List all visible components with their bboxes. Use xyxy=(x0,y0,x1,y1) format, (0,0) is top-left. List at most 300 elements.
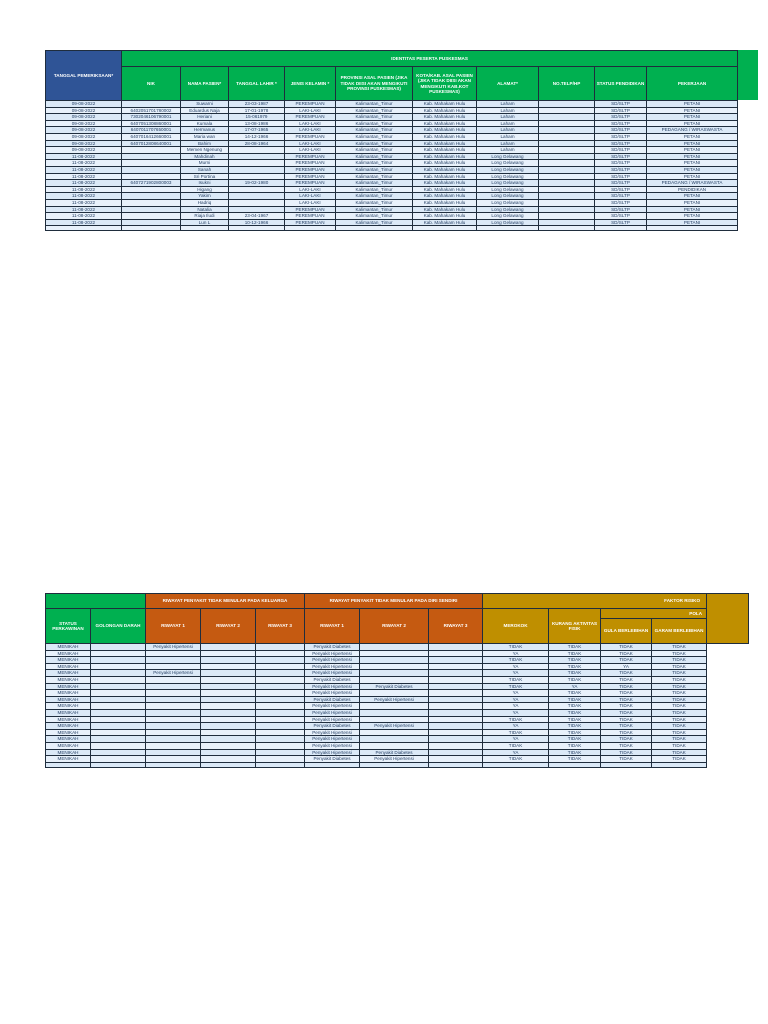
table-cell xyxy=(91,663,146,670)
table-cell xyxy=(91,644,146,651)
table-cell: PEDAGANG / WIRASWASTA xyxy=(647,127,738,134)
table-cell xyxy=(429,709,483,716)
identitas-table xyxy=(45,50,759,231)
group-header-blank xyxy=(46,594,146,609)
table-cell: PETANI xyxy=(647,120,738,127)
table-cell: Hermanus xyxy=(181,127,229,134)
table-cell xyxy=(201,644,256,651)
table-cell: TIDAK xyxy=(549,663,601,670)
table-cell xyxy=(256,729,305,736)
table-cell: 6407271902800003 xyxy=(122,180,181,187)
table-cell xyxy=(256,644,305,651)
table-cell: Penyakit Hipertensi xyxy=(305,657,360,664)
table-row xyxy=(46,186,759,193)
table-row xyxy=(46,173,759,180)
table-cell: LAKI-LAKI xyxy=(285,199,336,206)
table-cell: TIDAK xyxy=(652,676,707,683)
table-cell: MENIKAH xyxy=(46,709,91,716)
table-cell: TIDAK xyxy=(652,742,707,749)
table-cell: SD/SLTP xyxy=(595,127,647,134)
table-cell xyxy=(122,219,181,226)
table-cell xyxy=(229,193,285,200)
table-cell: TIDAK xyxy=(652,696,707,703)
group-header-pola: POLA xyxy=(601,609,707,619)
table-cell xyxy=(146,723,201,730)
table-cell: MENIKAH xyxy=(46,663,91,670)
table-cell: Laham xyxy=(477,101,539,108)
table-cell: PETANI xyxy=(647,206,738,213)
table-cell: Kab. Mahakam Hulu xyxy=(413,160,477,167)
table-cell xyxy=(539,127,595,134)
table-cell: TIDAK xyxy=(601,650,652,657)
table-cell xyxy=(595,226,647,231)
table-cell: PEREMPUAN xyxy=(285,213,336,220)
table-cell: YA xyxy=(601,663,652,670)
table-cell: PETANI xyxy=(647,107,738,114)
header-gula: GULA BERLEBIHAN xyxy=(601,619,652,644)
table-row xyxy=(46,670,749,677)
table-cell: TIDAK xyxy=(601,644,652,651)
table-cell xyxy=(256,663,305,670)
table-row xyxy=(46,120,759,127)
table-cell: 13-08-1986 xyxy=(229,120,285,127)
table-cell: TIDAK xyxy=(601,690,652,697)
table-cell: Long Gelawang xyxy=(477,160,539,167)
table-cell: Penyakit Hipertensi xyxy=(305,650,360,657)
table-cell xyxy=(91,683,146,690)
table-row xyxy=(46,219,759,226)
table-cell: Kalimantan_Timur xyxy=(336,101,413,108)
table-cell: YA xyxy=(483,703,549,710)
table-cell: Long Gelawang xyxy=(477,213,539,220)
table-cell: Kalimantan_Timur xyxy=(336,114,413,121)
table-cell xyxy=(229,226,285,231)
table-cell: Penyakit Hipertensi xyxy=(305,709,360,716)
table-cell xyxy=(146,749,201,756)
table-cell: TIDAK xyxy=(549,749,601,756)
table-cell: 09-08-2022 xyxy=(46,120,122,127)
table-cell: Kab. Mahakam Hulu xyxy=(413,101,477,108)
table-cell xyxy=(201,650,256,657)
table-cell: Long Gelawang xyxy=(477,193,539,200)
table-cell xyxy=(429,703,483,710)
table-cell: Kalimantan_Timur xyxy=(336,147,413,154)
table-cell xyxy=(201,756,256,763)
header-merokok: MEROKOK xyxy=(483,609,549,644)
table-cell: LAKI-LAKI xyxy=(285,147,336,154)
table-cell: 23-04-1967 xyxy=(229,213,285,220)
header-pendidikan: STATUS PENDIDIKAN xyxy=(595,67,647,101)
table-cell: TIDAK xyxy=(652,709,707,716)
table-cell xyxy=(146,709,201,716)
header-kel-riwayat-2: RIWAYAT 2 xyxy=(201,609,256,644)
table-cell xyxy=(91,703,146,710)
table-cell: YA xyxy=(483,723,549,730)
table-cell: PETANI xyxy=(647,166,738,173)
table-row xyxy=(46,723,749,730)
table-cell: TIDAK xyxy=(652,716,707,723)
table-cell: TIDAK xyxy=(652,657,707,664)
table-cell xyxy=(146,676,201,683)
table-cell xyxy=(539,226,595,231)
table-cell: 28-08-1964 xyxy=(229,140,285,147)
table-cell: SD/SLTP xyxy=(595,120,647,127)
table-cell: LAKI-LAKI xyxy=(285,186,336,193)
table-cell: Long Gelawang xyxy=(477,219,539,226)
table-cell: Kalimantan_Timur xyxy=(336,199,413,206)
table-cell xyxy=(46,226,122,231)
table-cell: YA xyxy=(549,683,601,690)
table-cell: YA xyxy=(483,736,549,743)
table-cell: Kumala xyxy=(181,120,229,127)
table-row-blank xyxy=(46,226,759,231)
table-row xyxy=(46,756,749,763)
header-golongan-darah: GOLONGAN DARAH xyxy=(91,609,146,644)
table-cell: 11-08-2022 xyxy=(46,219,122,226)
table-cell xyxy=(146,716,201,723)
table-cell: SD/SLTP xyxy=(595,107,647,114)
table-cell: TIDAK xyxy=(652,690,707,697)
table-cell: MENIKAH xyxy=(46,729,91,736)
table-cell: Kab. Mahakam Hulu xyxy=(413,133,477,140)
table-cell: Penyakit Hipertensi xyxy=(305,749,360,756)
table-cell xyxy=(483,762,549,767)
table-cell: PETANI xyxy=(647,101,738,108)
table-cell: LAKI-LAKI xyxy=(285,127,336,134)
table-cell: 09-08-2022 xyxy=(46,127,122,134)
table-row xyxy=(46,101,759,108)
table-cell: Kab. Mahakam Hulu xyxy=(413,173,477,180)
table-cell: PETANI xyxy=(647,160,738,167)
table-cell: SD/SLTP xyxy=(595,186,647,193)
table-cell: Laham xyxy=(477,133,539,140)
table-cell xyxy=(201,696,256,703)
table-cell: Long Gelawang xyxy=(477,206,539,213)
table-cell: Kalimantan_Timur xyxy=(336,107,413,114)
table-cell xyxy=(539,186,595,193)
table-cell: PETANI xyxy=(647,219,738,226)
table-cell xyxy=(429,690,483,697)
table-cell xyxy=(122,147,181,154)
table-cell: Kalimantan_Timur xyxy=(336,140,413,147)
table-cell xyxy=(91,709,146,716)
table-cell: 6407011707650001 xyxy=(122,127,181,134)
table-cell: SD/SLTP xyxy=(595,153,647,160)
table-cell: Penyakit Hipertensi xyxy=(360,756,429,763)
table-cell xyxy=(146,736,201,743)
table-cell xyxy=(201,749,256,756)
table-cell: TIDAK xyxy=(652,703,707,710)
table-cell: Kalimantan_Timur xyxy=(336,173,413,180)
table-row xyxy=(46,683,749,690)
table-cell: TIDAK xyxy=(483,657,549,664)
table-cell xyxy=(122,101,181,108)
table-cell: MENIKAH xyxy=(46,670,91,677)
table-cell: TIDAK xyxy=(652,749,707,756)
table-cell: Kab. Mahakam Hulu xyxy=(413,127,477,134)
table-cell xyxy=(122,186,181,193)
table-cell: PETANI xyxy=(647,153,738,160)
table-cell: 14-12-1966 xyxy=(229,133,285,140)
table-cell: 11-08-2022 xyxy=(46,173,122,180)
table-cell: 11-08-2022 xyxy=(46,199,122,206)
table-cell: TIDAK xyxy=(549,742,601,749)
table-cell xyxy=(360,663,429,670)
table-cell: Kalimantan_Timur xyxy=(336,120,413,127)
table-cell xyxy=(91,670,146,677)
table-cell: MENIKAH xyxy=(46,683,91,690)
table-cell xyxy=(256,742,305,749)
table-cell: Laham xyxy=(477,140,539,147)
table-cell: Kab. Mahakam Hulu xyxy=(413,213,477,220)
table-cell xyxy=(601,762,652,767)
table-cell xyxy=(229,160,285,167)
table-cell: YA xyxy=(483,690,549,697)
table-cell: Penyakit Hipertensi xyxy=(305,742,360,749)
table-cell: Yakim xyxy=(181,193,229,200)
table-row xyxy=(46,166,759,173)
table-cell xyxy=(256,723,305,730)
table-cell xyxy=(539,166,595,173)
table-cell: Penyakit Hipertensi xyxy=(146,644,201,651)
table-cell xyxy=(256,736,305,743)
table-cell: 09-08-2022 xyxy=(46,147,122,154)
table-cell: SD/SLTP xyxy=(595,133,647,140)
table-row xyxy=(46,153,759,160)
table-cell: Kalimantan_Timur xyxy=(336,180,413,187)
table-cell: PEREMPUAN xyxy=(285,133,336,140)
table-cell: PEREMPUAN xyxy=(285,173,336,180)
table-cell: Laham xyxy=(477,120,539,127)
table-cell xyxy=(429,736,483,743)
table-cell: Kab. Mahakam Hulu xyxy=(413,206,477,213)
table-row xyxy=(46,650,749,657)
table-cell xyxy=(539,107,595,114)
table-cell: SD/SLTP xyxy=(595,166,647,173)
table-cell: MENIKAH xyxy=(46,756,91,763)
table-cell xyxy=(201,709,256,716)
table-cell: SD/SLTP xyxy=(595,213,647,220)
table-cell xyxy=(201,663,256,670)
table-cell: 11-08-2022 xyxy=(46,186,122,193)
table-cell xyxy=(229,186,285,193)
table-cell: TIDAK xyxy=(549,716,601,723)
table-cell xyxy=(539,206,595,213)
table-cell: PEREMPUAN xyxy=(285,153,336,160)
table-cell xyxy=(146,696,201,703)
table-row xyxy=(46,663,749,670)
table-cell: TIDAK xyxy=(601,729,652,736)
header-aktivitas-fisik: KURANG AKTIVITAS FISIK xyxy=(549,609,601,644)
header-diri-riwayat-1: RIWAYAT 1 xyxy=(305,609,360,644)
table-cell xyxy=(539,153,595,160)
table-cell xyxy=(652,762,707,767)
table-cell: Riaja Iludi xyxy=(181,213,229,220)
table-cell: SD/SLTP xyxy=(595,147,647,154)
table-cell xyxy=(201,742,256,749)
table-cell: MENIKAH xyxy=(46,644,91,651)
table-cell: LAKI-LAKI xyxy=(285,193,336,200)
table-cell: Penyakit Hipertensi xyxy=(305,670,360,677)
table-row xyxy=(46,147,759,154)
table-cell: MENIKAH xyxy=(46,696,91,703)
table-cell xyxy=(91,650,146,657)
table-cell: TIDAK xyxy=(601,749,652,756)
table-cell: Penyakit Diabetes xyxy=(360,683,429,690)
table-cell: TIDAK xyxy=(652,650,707,657)
table-cell xyxy=(429,742,483,749)
table-cell xyxy=(429,729,483,736)
table-cell: TIDAK xyxy=(549,703,601,710)
table-cell: Isukni xyxy=(181,180,229,187)
table-cell xyxy=(91,749,146,756)
table-cell: SD/SLTP xyxy=(595,101,647,108)
table-row xyxy=(46,180,759,187)
table-cell: 09-08-2022 xyxy=(46,140,122,147)
table-cell xyxy=(146,729,201,736)
table-cell: SD/SLTP xyxy=(595,219,647,226)
table-cell xyxy=(256,756,305,763)
table-cell xyxy=(201,683,256,690)
table-row xyxy=(46,736,749,743)
table-row xyxy=(46,703,749,710)
table-cell: PETANI xyxy=(647,147,738,154)
table-cell: SD/SLTP xyxy=(595,173,647,180)
table-cell xyxy=(91,762,146,767)
table-cell: 6407012808640001 xyxy=(122,140,181,147)
table-row xyxy=(46,716,749,723)
table-cell: Kalimantan_Timur xyxy=(336,213,413,220)
table-cell: Kalimantan_Timur xyxy=(336,153,413,160)
table-cell: Mahdinah xyxy=(181,153,229,160)
table-cell: TIDAK xyxy=(549,756,601,763)
table-cell: PETANI xyxy=(647,193,738,200)
table-cell xyxy=(256,683,305,690)
table-cell xyxy=(539,160,595,167)
table-row xyxy=(46,193,759,200)
table-cell: Kab. Mahakam Hulu xyxy=(413,186,477,193)
table-row xyxy=(46,690,749,697)
table-row xyxy=(46,749,749,756)
table-cell: Eduardus Naja xyxy=(181,107,229,114)
header-nama: NAMA PASIEN* xyxy=(181,67,229,101)
table-row xyxy=(46,140,759,147)
table-cell: TIDAK xyxy=(549,723,601,730)
table-cell xyxy=(360,676,429,683)
table-cell: Laham xyxy=(477,114,539,121)
table-cell xyxy=(360,650,429,657)
table-cell xyxy=(122,153,181,160)
table-cell xyxy=(256,716,305,723)
table-cell: Kalimantan_Timur xyxy=(336,219,413,226)
table-cell: Kalimantan_Timur xyxy=(336,186,413,193)
table-cell xyxy=(46,762,91,767)
table-cell xyxy=(146,683,201,690)
table-cell: TIDAK xyxy=(483,644,549,651)
header-telp: NO.TELP/HP xyxy=(539,67,595,101)
table-row xyxy=(46,114,759,121)
table-cell: MENIKAH xyxy=(46,742,91,749)
table-cell: TIDAK xyxy=(601,683,652,690)
table-cell: Hadriq xyxy=(181,199,229,206)
table-cell xyxy=(146,756,201,763)
table-cell: Kalimantan_Timur xyxy=(336,166,413,173)
table-cell: MENIKAH xyxy=(46,650,91,657)
table-cell xyxy=(201,690,256,697)
table-cell: Penyakit Diabetes xyxy=(305,756,360,763)
table-cell: 19-02-1980 xyxy=(229,180,285,187)
table-cell: Maria wan xyxy=(181,133,229,140)
table-cell: SD/SLTP xyxy=(595,206,647,213)
table-cell: TIDAK xyxy=(601,670,652,677)
table-cell: SD/SLTP xyxy=(595,180,647,187)
table-cell: PEREMPUAN xyxy=(285,206,336,213)
table-cell xyxy=(91,729,146,736)
table-cell: SD/SLTP xyxy=(595,140,647,147)
table-cell xyxy=(360,736,429,743)
table-cell: MENIKAH xyxy=(46,723,91,730)
table-row xyxy=(46,107,759,114)
table-cell xyxy=(539,120,595,127)
sheet-accent-gold xyxy=(707,594,749,644)
table-cell xyxy=(256,690,305,697)
table-cell xyxy=(539,114,595,121)
table-cell: SD/SLTP xyxy=(595,160,647,167)
table-cell xyxy=(201,729,256,736)
table-cell: TIDAK xyxy=(652,736,707,743)
table-cell xyxy=(539,199,595,206)
header-kota: KOTA/KAB. ASAL PASIEN (JIKA TIDAK DIISI AKAN MENGIKUTI KAB.KOT PUSKESMAS) xyxy=(413,67,477,101)
table-row xyxy=(46,199,759,206)
table-cell xyxy=(229,173,285,180)
table-cell xyxy=(360,762,429,767)
table-cell xyxy=(539,193,595,200)
table-cell: TIDAK xyxy=(601,723,652,730)
table-cell: PEREMPUAN xyxy=(285,160,336,167)
table-cell xyxy=(360,729,429,736)
table-cell: 09-08-2022 xyxy=(46,114,122,121)
table-cell xyxy=(429,756,483,763)
table-cell: Long Gelawang xyxy=(477,153,539,160)
table-cell xyxy=(146,663,201,670)
header-provinsi: PROVINSI ASAL PASIEN (JIKA TIDAK DIISI AKAN MENGIKUTI PROVINSI PUSKESMAS) xyxy=(336,67,413,101)
table-cell: Penyakit Hipertensi xyxy=(146,670,201,677)
table-cell: TIDAK xyxy=(652,644,707,651)
table-cell: Penyakit Hipertensi xyxy=(305,736,360,743)
riwayat-table xyxy=(45,593,749,768)
table-cell: Long Gelawang xyxy=(477,180,539,187)
table-cell xyxy=(146,657,201,664)
table-cell: Laham xyxy=(477,147,539,154)
table-cell: Kalimantan_Timur xyxy=(336,206,413,213)
table-cell: TIDAK xyxy=(601,756,652,763)
table-cell xyxy=(91,690,146,697)
table-cell: Bahim xyxy=(181,140,229,147)
table-cell: MENIKAH xyxy=(46,749,91,756)
table-cell: PEREMPUAN xyxy=(285,101,336,108)
table-cell: Penyakit Diabetes xyxy=(305,723,360,730)
table-cell: TIDAK xyxy=(549,670,601,677)
table-cell: 09-08-2022 xyxy=(46,133,122,140)
table-cell: Penyakit Diabetes xyxy=(305,676,360,683)
table-cell xyxy=(285,226,336,231)
table-cell: Kab. Mahakam Hulu xyxy=(413,199,477,206)
table-cell xyxy=(229,199,285,206)
table-cell xyxy=(429,683,483,690)
table-cell: Kab. Mahakam Hulu xyxy=(413,193,477,200)
table-cell xyxy=(360,716,429,723)
table-cell: Penyakit Diabetes xyxy=(305,696,360,703)
